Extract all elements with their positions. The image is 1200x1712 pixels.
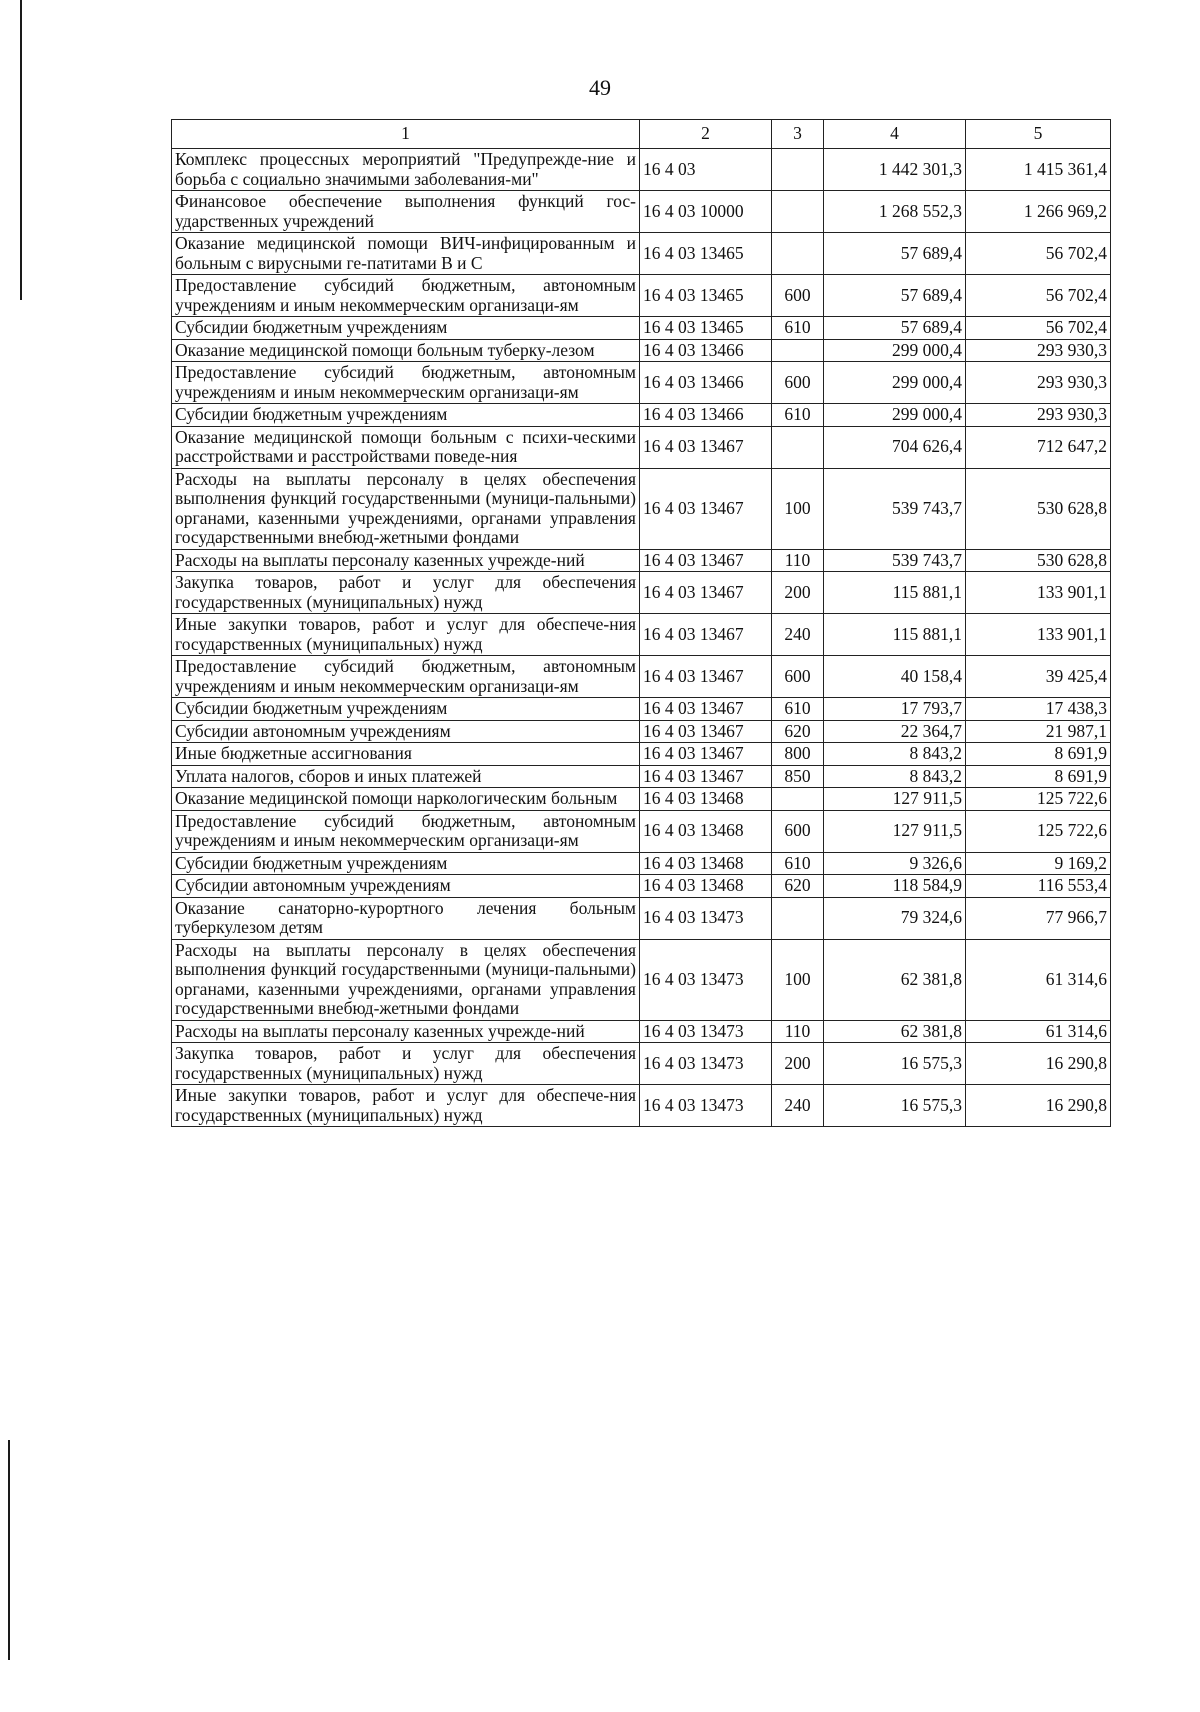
row-value-col5: 712 647,2: [966, 426, 1111, 468]
row-value-col4: 57 689,4: [824, 317, 966, 340]
row-target-code: 16 4 03 13465: [640, 275, 772, 317]
row-name: Расходы на выплаты персоналу казенных учрежде-ний: [172, 549, 640, 572]
header-col-5: 5: [966, 120, 1111, 149]
row-target-code: 16 4 03 13467: [640, 656, 772, 698]
budget-table: [171, 119, 1111, 1127]
row-target-code: 16 4 03 13468: [640, 852, 772, 875]
row-expense-type: [772, 191, 824, 233]
row-value-col4: 62 381,8: [824, 939, 966, 1020]
row-value-col4: 9 326,6: [824, 852, 966, 875]
row-target-code: 16 4 03 13466: [640, 362, 772, 404]
table-row: [172, 362, 1111, 404]
row-name: Оказание медицинской помощи ВИЧ-инфицированным и больным с вирусными ге-патитами В и С: [172, 233, 640, 275]
scan-edge-line-top: [20, 0, 22, 300]
row-value-col5: 56 702,4: [966, 275, 1111, 317]
row-expense-type: 110: [772, 1020, 824, 1043]
row-name: Закупка товаров, работ и услуг для обеспечения государственных (муниципальных) нужд: [172, 572, 640, 614]
table-row: [172, 765, 1111, 788]
table-row: [172, 1020, 1111, 1043]
row-target-code: 16 4 03 13473: [640, 1020, 772, 1043]
row-name: Предоставление субсидий бюджетным, автономным учреждениям и иным некоммерческим организаци-ям: [172, 362, 640, 404]
row-value-col4: 22 364,7: [824, 720, 966, 743]
row-value-col5: 133 901,1: [966, 572, 1111, 614]
row-value-col4: 704 626,4: [824, 426, 966, 468]
row-target-code: 16 4 03 13468: [640, 875, 772, 898]
table-row: [172, 1043, 1111, 1085]
row-name: Закупка товаров, работ и услуг для обеспечения государственных (муниципальных) нужд: [172, 1043, 640, 1085]
row-value-col4: 299 000,4: [824, 404, 966, 427]
table-row: [172, 549, 1111, 572]
row-name: Финансовое обеспечение выполнения функций гос-ударственных учреждений: [172, 191, 640, 233]
row-value-col4: 127 911,5: [824, 810, 966, 852]
row-value-col5: 293 930,3: [966, 362, 1111, 404]
row-expense-type: [772, 897, 824, 939]
header-col-4: 4: [824, 120, 966, 149]
row-value-col5: 133 901,1: [966, 614, 1111, 656]
row-value-col4: 79 324,6: [824, 897, 966, 939]
page-number: 49: [589, 75, 611, 100]
row-name: Предоставление субсидий бюджетным, автономным учреждениям и иным некоммерческим организаци-ям: [172, 810, 640, 852]
row-name: Оказание медицинской помощи больным туберку-лезом: [172, 339, 640, 362]
row-value-col5: 1 415 361,4: [966, 149, 1111, 191]
row-value-col5: 39 425,4: [966, 656, 1111, 698]
row-value-col5: 16 290,8: [966, 1043, 1111, 1085]
row-value-col5: 1 266 969,2: [966, 191, 1111, 233]
table-row: [172, 614, 1111, 656]
row-name: Оказание санаторно-курортного лечения больным туберкулезом детям: [172, 897, 640, 939]
row-expense-type: 620: [772, 875, 824, 898]
row-expense-type: [772, 149, 824, 191]
row-value-col5: 8 691,9: [966, 743, 1111, 766]
row-value-col5: 17 438,3: [966, 698, 1111, 721]
row-value-col4: 16 575,3: [824, 1085, 966, 1127]
table-body: [172, 149, 1111, 1127]
row-expense-type: [772, 426, 824, 468]
table-row: [172, 810, 1111, 852]
row-name: Иные закупки товаров, работ и услуг для обеспече-ния государственных (муниципальных) нужд: [172, 614, 640, 656]
table-row: [172, 468, 1111, 549]
row-value-col5: 9 169,2: [966, 852, 1111, 875]
row-target-code: 16 4 03 10000: [640, 191, 772, 233]
row-target-code: 16 4 03 13467: [640, 720, 772, 743]
row-target-code: 16 4 03 13467: [640, 426, 772, 468]
table-row: [172, 149, 1111, 191]
row-value-col4: 539 743,7: [824, 468, 966, 549]
table-row: [172, 875, 1111, 898]
row-value-col4: 8 843,2: [824, 765, 966, 788]
row-value-col4: 1 268 552,3: [824, 191, 966, 233]
scan-edge-line-bottom: [8, 1440, 10, 1660]
row-value-col4: 539 743,7: [824, 549, 966, 572]
row-name: Субсидии бюджетным учреждениям: [172, 698, 640, 721]
row-value-col4: 1 442 301,3: [824, 149, 966, 191]
row-name: Расходы на выплаты персоналу в целях обеспечения выполнения функций государственными (муници-пальными) органами, казенными учреждениями, органами управления государственными внебюд-жетными фондами: [172, 939, 640, 1020]
row-value-col5: 77 966,7: [966, 897, 1111, 939]
row-target-code: 16 4 03 13467: [640, 698, 772, 721]
table-row: [172, 939, 1111, 1020]
table-row: [172, 317, 1111, 340]
row-expense-type: 200: [772, 572, 824, 614]
row-name: Уплата налогов, сборов и иных платежей: [172, 765, 640, 788]
table-row: [172, 1085, 1111, 1127]
row-target-code: 16 4 03 13466: [640, 404, 772, 427]
row-value-col5: 61 314,6: [966, 1020, 1111, 1043]
row-value-col5: 61 314,6: [966, 939, 1111, 1020]
row-expense-type: 610: [772, 317, 824, 340]
row-value-col4: 40 158,4: [824, 656, 966, 698]
row-expense-type: 600: [772, 810, 824, 852]
row-value-col4: 16 575,3: [824, 1043, 966, 1085]
row-target-code: 16 4 03 13473: [640, 1085, 772, 1127]
row-value-col4: 62 381,8: [824, 1020, 966, 1043]
row-target-code: 16 4 03 13473: [640, 897, 772, 939]
row-target-code: 16 4 03: [640, 149, 772, 191]
table-row: [172, 426, 1111, 468]
row-expense-type: 610: [772, 852, 824, 875]
row-value-col5: 8 691,9: [966, 765, 1111, 788]
row-name: Субсидии бюджетным учреждениям: [172, 852, 640, 875]
row-target-code: 16 4 03 13465: [640, 233, 772, 275]
row-expense-type: 200: [772, 1043, 824, 1085]
row-value-col5: 293 930,3: [966, 339, 1111, 362]
row-name: Расходы на выплаты персоналу в целях обеспечения выполнения функций государственными (муници-пальными) органами, казенными учреждениями, органами управления государственными внебюд-жетными фондами: [172, 468, 640, 549]
row-value-col4: 115 881,1: [824, 572, 966, 614]
table-row: [172, 404, 1111, 427]
row-name: Субсидии бюджетным учреждениям: [172, 404, 640, 427]
row-value-col5: 125 722,6: [966, 788, 1111, 811]
row-value-col4: 127 911,5: [824, 788, 966, 811]
row-target-code: 16 4 03 13473: [640, 1043, 772, 1085]
row-value-col4: 17 793,7: [824, 698, 966, 721]
row-expense-type: 100: [772, 939, 824, 1020]
row-expense-type: 800: [772, 743, 824, 766]
table-row: [172, 720, 1111, 743]
table-header-row: [172, 120, 1111, 149]
row-target-code: 16 4 03 13467: [640, 765, 772, 788]
row-expense-type: 610: [772, 698, 824, 721]
row-target-code: 16 4 03 13467: [640, 468, 772, 549]
row-name: Предоставление субсидий бюджетным, автономным учреждениям и иным некоммерческим организаци-ям: [172, 656, 640, 698]
row-value-col5: 56 702,4: [966, 317, 1111, 340]
row-name: Иные бюджетные ассигнования: [172, 743, 640, 766]
row-value-col5: 16 290,8: [966, 1085, 1111, 1127]
row-name: Иные закупки товаров, работ и услуг для обеспече-ния государственных (муниципальных) нужд: [172, 1085, 640, 1127]
row-expense-type: 620: [772, 720, 824, 743]
header-col-2: 2: [640, 120, 772, 149]
table-row: [172, 852, 1111, 875]
table-row: [172, 743, 1111, 766]
row-expense-type: 240: [772, 614, 824, 656]
row-value-col4: 8 843,2: [824, 743, 966, 766]
table-row: [172, 275, 1111, 317]
row-expense-type: 610: [772, 404, 824, 427]
table-row: [172, 698, 1111, 721]
row-value-col5: 56 702,4: [966, 233, 1111, 275]
table-row: [172, 191, 1111, 233]
row-name: Субсидии бюджетным учреждениям: [172, 317, 640, 340]
row-target-code: 16 4 03 13466: [640, 339, 772, 362]
row-name: Оказание медицинской помощи больным с психи-ческими расстройствами и расстройствами поведе-ния: [172, 426, 640, 468]
row-target-code: 16 4 03 13467: [640, 549, 772, 572]
row-value-col5: 125 722,6: [966, 810, 1111, 852]
row-name: Предоставление субсидий бюджетным, автономным учреждениям и иным некоммерческим организаци-ям: [172, 275, 640, 317]
table-row: [172, 339, 1111, 362]
row-value-col5: 21 987,1: [966, 720, 1111, 743]
row-expense-type: [772, 233, 824, 275]
header-col-3: 3: [772, 120, 824, 149]
row-value-col5: 530 628,8: [966, 549, 1111, 572]
row-value-col5: 116 553,4: [966, 875, 1111, 898]
row-target-code: 16 4 03 13467: [640, 743, 772, 766]
header-col-1: 1: [172, 120, 640, 149]
row-expense-type: 110: [772, 549, 824, 572]
row-name: Субсидии автономным учреждениям: [172, 875, 640, 898]
table-row: [172, 572, 1111, 614]
row-expense-type: [772, 339, 824, 362]
row-value-col5: 530 628,8: [966, 468, 1111, 549]
row-value-col4: 299 000,4: [824, 362, 966, 404]
row-expense-type: 600: [772, 656, 824, 698]
table-row: [172, 656, 1111, 698]
row-expense-type: 600: [772, 275, 824, 317]
row-value-col4: 115 881,1: [824, 614, 966, 656]
row-value-col4: 57 689,4: [824, 233, 966, 275]
table-row: [172, 233, 1111, 275]
row-value-col4: 299 000,4: [824, 339, 966, 362]
table-row: [172, 897, 1111, 939]
row-name: Субсидии автономным учреждениям: [172, 720, 640, 743]
row-name: Оказание медицинской помощи наркологическим больным: [172, 788, 640, 811]
row-expense-type: 240: [772, 1085, 824, 1127]
row-value-col4: 57 689,4: [824, 275, 966, 317]
row-name: Расходы на выплаты персоналу казенных учрежде-ний: [172, 1020, 640, 1043]
row-expense-type: 850: [772, 765, 824, 788]
row-target-code: 16 4 03 13468: [640, 788, 772, 811]
row-value-col4: 118 584,9: [824, 875, 966, 898]
row-expense-type: [772, 788, 824, 811]
row-name: Комплекс процессных мероприятий "Предупрежде-ние и борьба с социально значимыми заболевания-ми": [172, 149, 640, 191]
row-target-code: 16 4 03 13468: [640, 810, 772, 852]
row-expense-type: 100: [772, 468, 824, 549]
row-expense-type: 600: [772, 362, 824, 404]
row-value-col5: 293 930,3: [966, 404, 1111, 427]
row-target-code: 16 4 03 13467: [640, 572, 772, 614]
table-row: [172, 788, 1111, 811]
row-target-code: 16 4 03 13467: [640, 614, 772, 656]
row-target-code: 16 4 03 13465: [640, 317, 772, 340]
row-target-code: 16 4 03 13473: [640, 939, 772, 1020]
